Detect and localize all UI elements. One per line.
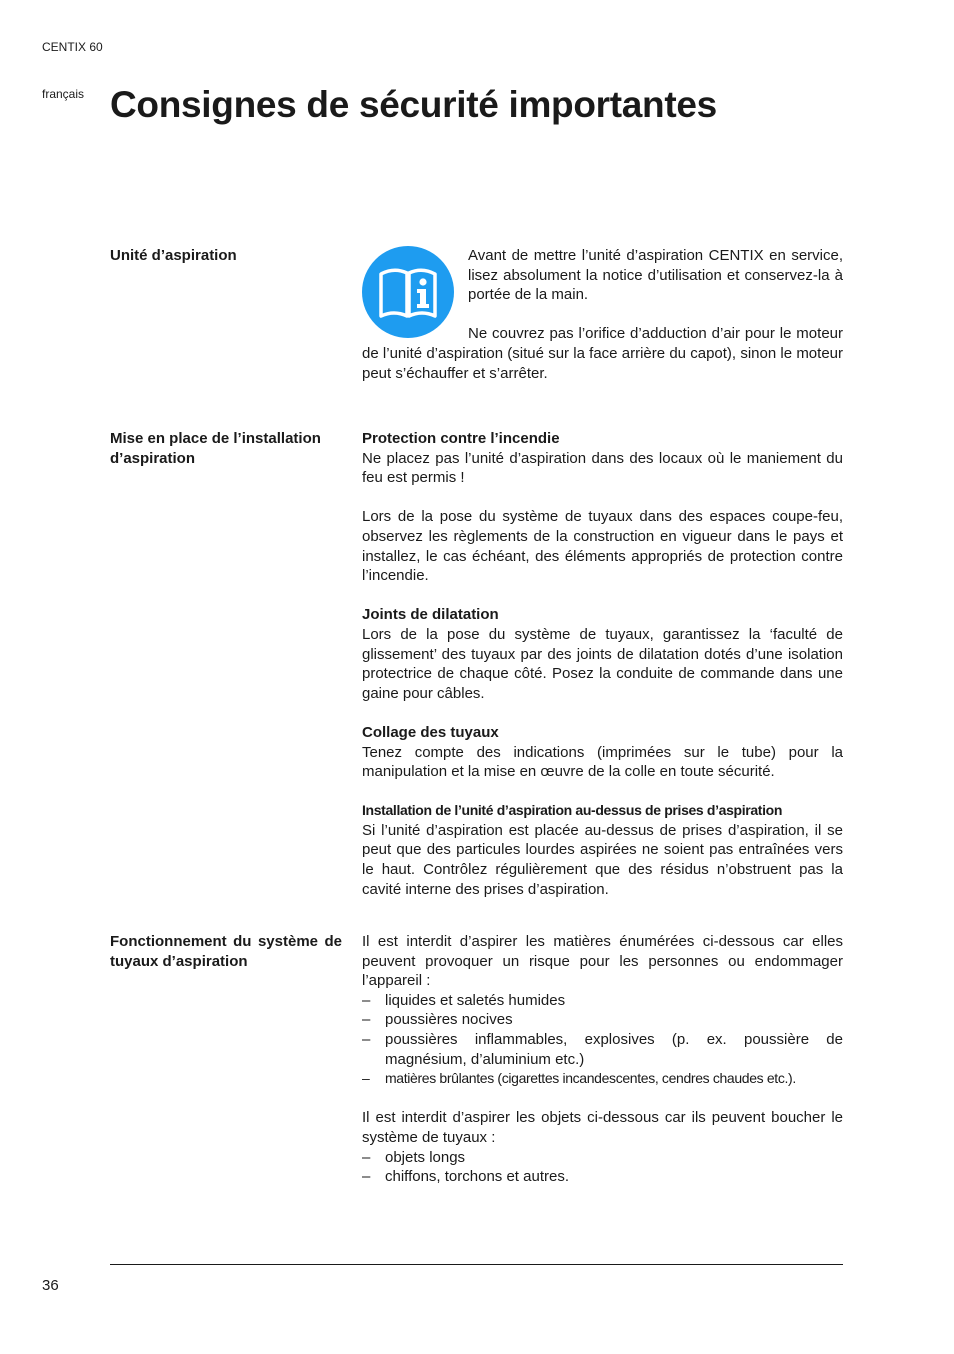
- page-number: 36: [42, 1277, 59, 1294]
- forbidden-materials-intro: Il est interdit d’aspirer les matières énumérées ci-dessous car elles peuvent provoquer un risque pour les personnes ou endommager l’appareil :: [362, 933, 843, 990]
- unite-paragraph-1: Avant de mettre l’unité d’aspiration CENTIX en service, lisez absolument la notice d’utilisation et conservez-la à portée de la main.: [468, 247, 843, 304]
- section-label-unite: Unité d’aspiration: [110, 247, 237, 264]
- collage-paragraph: Tenez compte des indications (imprimées sur le tube) pour la manipulation et la mise en œuvre de la colle en toute sécurité.: [362, 743, 843, 781]
- fire-protection-title: Protection contre l’incendie: [362, 430, 560, 447]
- list-item: – matières brûlantes (cigarettes incandescentes, cendres chaudes etc.).: [362, 1069, 843, 1089]
- installation-paragraph: Si l’unité d’aspiration est placée au-dessus de prises d’aspiration, il se peut que des particules lourdes aspirées ne soient pas entraînées vers le haut. Contrôlez régulièrement que des résidus n’obstruent pas la cavité interne des prises d’aspiration.: [362, 821, 843, 898]
- fire-paragraph-2: Lors de la pose du système de tuyaux dans des espaces coupe-feu, observez les règlements de la construction en vigueur dans le pays et installez, le cas échéant, des éléments appropriés de protection contre l’incendie.: [362, 508, 843, 585]
- header-language: français: [42, 87, 85, 101]
- section-body-unite: [362, 246, 843, 383]
- info-manual-icon: [362, 246, 454, 338]
- list-item: – liquides et saletés humides: [362, 991, 843, 1011]
- header-product-name: CENTIX 60: [42, 40, 103, 54]
- list-item: – poussières inflammables, explosives (p. ex. poussière de magnésium, d’aluminium etc.): [362, 1030, 843, 1069]
- section-label-mise: Mise en place de l’installation d’aspiration: [110, 430, 321, 467]
- list-item: – objets longs: [362, 1148, 843, 1168]
- fire-paragraph-1: Ne placez pas l’unité d’aspiration dans des locaux où le maniement du feu est permis !: [362, 449, 843, 487]
- joints-title: Joints de dilatation: [362, 606, 499, 624]
- list-item: – poussières nocives: [362, 1010, 843, 1030]
- forbidden-materials-list: [362, 991, 843, 1089]
- unite-paragraph-2: Ne couvrez pas l’orifice d’adduction d’air pour le moteur de l’unité d’aspiration (situé sur la face arrière du capot), sinon le moteur peut s’échauffer et s’arrêter.: [362, 325, 843, 382]
- footer-rule: [110, 1264, 843, 1265]
- section-label-fonctionnement: Fonctionnement du système de tuyaux d’aspiration: [110, 933, 342, 970]
- page-title: Consignes de sécurité importantes: [110, 84, 717, 125]
- list-item: – chiffons, torchons et autres.: [362, 1167, 843, 1187]
- installation-title: Installation de l’unité d’aspiration au-dessus de prises d’aspiration: [362, 802, 783, 819]
- forbidden-objects-list: [362, 1148, 843, 1187]
- section-body-fonctionnement: [362, 932, 843, 1187]
- collage-title: Collage des tuyaux: [362, 723, 499, 741]
- forbidden-objects-intro: Il est interdit d’aspirer les objets ci-dessous car ils peuvent boucher le système de tuyaux :: [362, 1109, 843, 1146]
- section-body-mise: [362, 429, 843, 899]
- joints-paragraph: Lors de la pose du système de tuyaux, garantissez la ‘faculté de glissement’ des tuyaux par des joints de dilatation dotés d’une isolation protectrice de chaque côté. Posez la conduite de commande dans une gaine pour câbles.: [362, 625, 843, 702]
